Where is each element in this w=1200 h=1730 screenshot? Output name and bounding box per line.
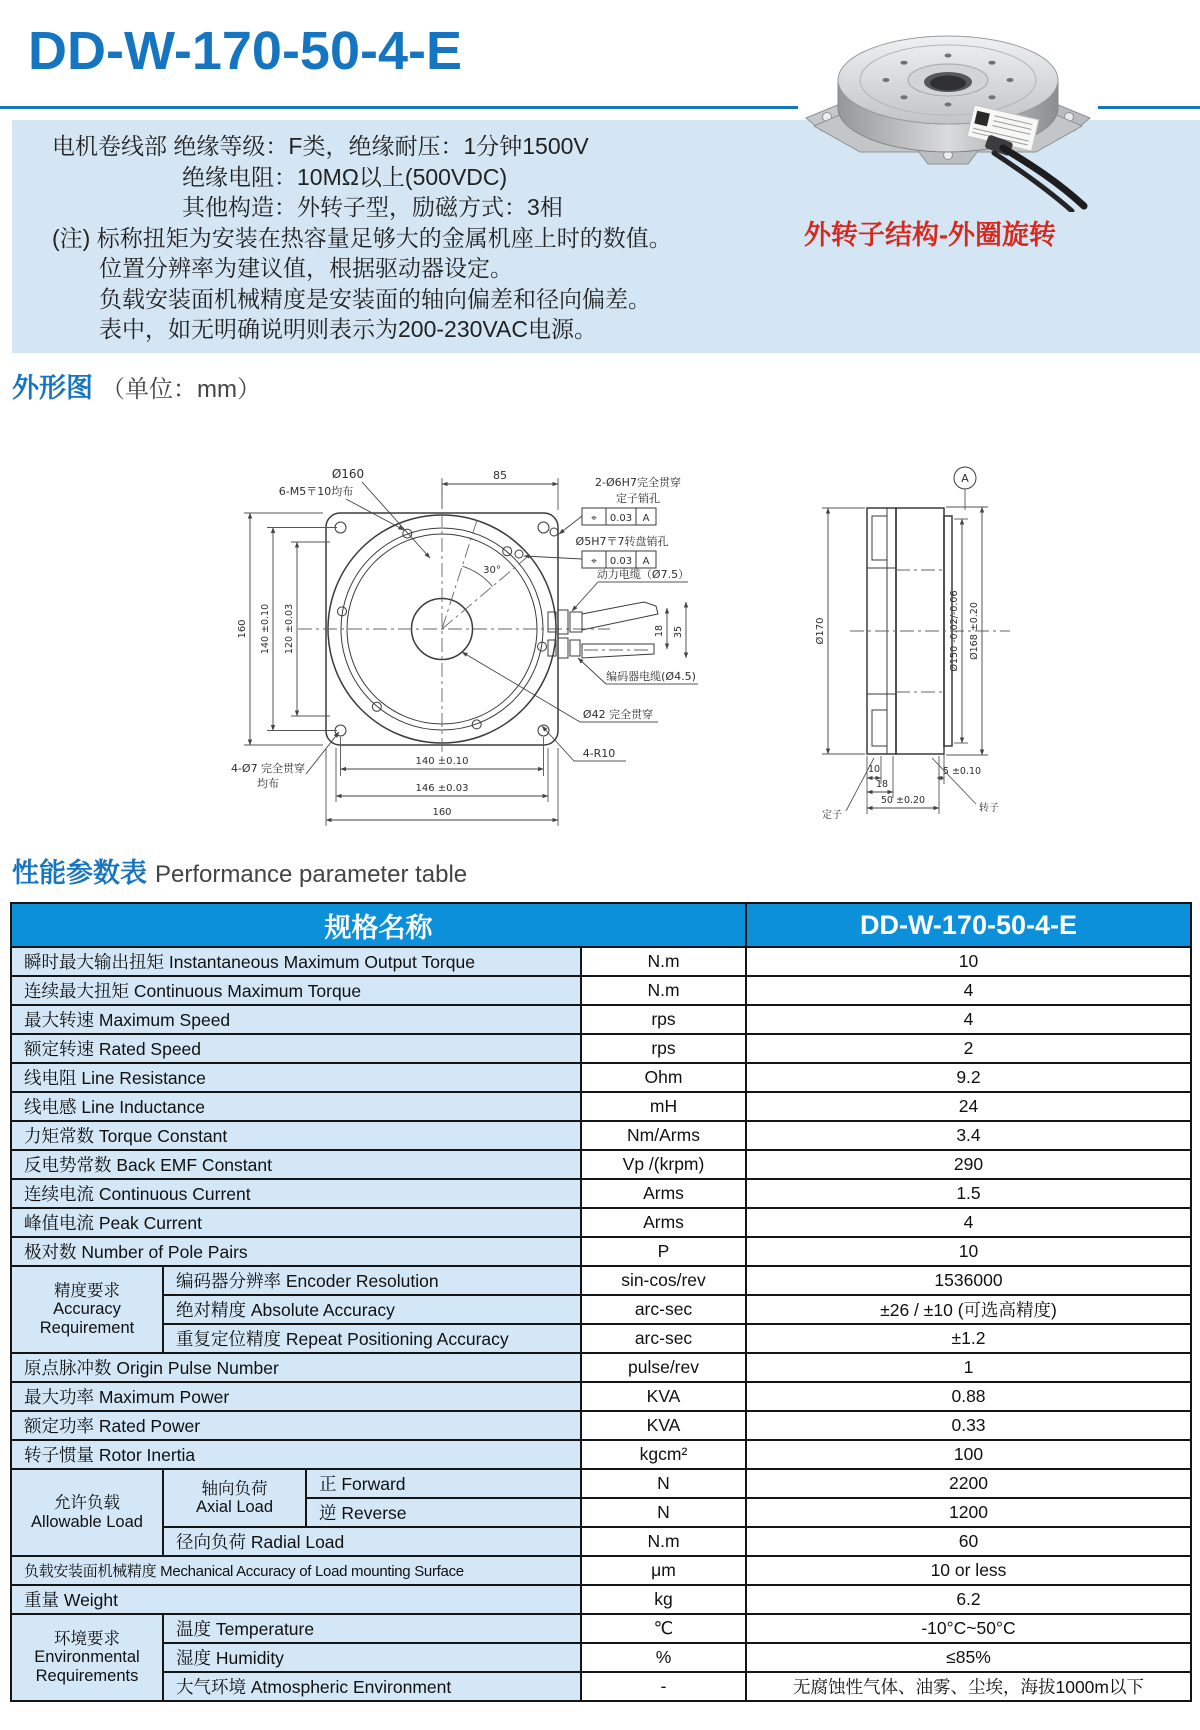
param-unit: mH xyxy=(581,1092,746,1121)
outline-section-heading xyxy=(12,366,261,405)
fcf-tolerance: 0.03 xyxy=(609,513,633,524)
dim-label-35: 35 xyxy=(673,625,684,639)
info-line: 电机卷线部 绝缘等级：F类，绝缘耐压：1分钟1500V xyxy=(52,133,589,159)
param-value: 60 xyxy=(746,1527,1191,1556)
outline-heading-zh: 外形图 xyxy=(12,373,93,403)
dim-label-160-left: 160 xyxy=(237,619,248,639)
param-value: 2200 xyxy=(746,1469,1191,1498)
param-unit: pulse/rev xyxy=(581,1353,746,1382)
param-value: 10 xyxy=(746,947,1191,976)
position-symbol-icon: ⌖ xyxy=(591,513,597,524)
param-value: ±1.2 xyxy=(746,1324,1191,1353)
param-label: 力矩常数 Torque Constant xyxy=(11,1121,581,1150)
param-value: 1.5 xyxy=(746,1179,1191,1208)
callout-stator-pin-2: 定子销孔 xyxy=(616,492,660,505)
param-unit: - xyxy=(581,1672,746,1701)
param-value: 3.4 xyxy=(746,1121,1191,1150)
dim-label-160-bottom: 160 xyxy=(432,807,452,818)
table-row xyxy=(11,1063,1191,1092)
param-unit: arc-sec xyxy=(581,1324,746,1353)
table-row xyxy=(11,1556,1191,1585)
param-value: 2 xyxy=(746,1034,1191,1063)
param-label: 逆 Reverse xyxy=(306,1498,581,1527)
param-value: 无腐蚀性气体、油雾、尘埃，海拔1000m以下 xyxy=(746,1672,1191,1701)
fcf-datum: A xyxy=(642,556,650,567)
info-line: 其他构造：外转子型，励磁方式：3相 xyxy=(182,194,563,220)
table-row xyxy=(11,1411,1191,1440)
table-row xyxy=(11,1440,1191,1469)
param-value: 10 xyxy=(746,1237,1191,1266)
param-label: 反电势常数 Back EMF Constant xyxy=(11,1150,581,1179)
param-unit: kg xyxy=(581,1585,746,1614)
param-label: 正 Forward xyxy=(306,1469,581,1498)
param-label: 线电阻 Line Resistance xyxy=(11,1063,581,1092)
dim-label-140: 140 ±0.10 xyxy=(415,756,469,767)
product-photo xyxy=(798,6,1098,212)
table-row xyxy=(11,1121,1191,1150)
param-value: 100 xyxy=(746,1440,1191,1469)
table-row xyxy=(11,1353,1191,1382)
param-value: 24 xyxy=(746,1092,1191,1121)
dim-label-angle: 30° xyxy=(483,565,501,576)
callout-dia42: Ø42 完全贯穿 xyxy=(582,708,654,721)
dim-label-18-side: 18 xyxy=(875,779,889,790)
param-unit: N xyxy=(581,1498,746,1527)
rotor-structure-label: 外转子结构-外圈旋转 xyxy=(804,220,1056,250)
param-unit: % xyxy=(581,1643,746,1672)
param-label: 线电感 Line Inductance xyxy=(11,1092,581,1121)
param-label: 编码器分辨率 Encoder Resolution xyxy=(163,1266,581,1295)
param-value: 4 xyxy=(746,1208,1191,1237)
dim-label-dia170: Ø170 xyxy=(815,617,826,645)
fcf-datum: A xyxy=(642,513,650,524)
callout-mount-holes-2: 均布 xyxy=(257,777,279,790)
callout-encoder-cable: 编码器电缆(Ø4.5) xyxy=(606,670,696,683)
param-unit: Ohm xyxy=(581,1063,746,1092)
callout-rotor-pin: Ø5H7〒7转盘销孔 xyxy=(575,535,669,548)
param-label: 连续电流 Continuous Current xyxy=(11,1179,581,1208)
param-value: 10 or less xyxy=(746,1556,1191,1585)
table-row xyxy=(11,1034,1191,1063)
param-label: 径向负荷 Radial Load xyxy=(163,1527,581,1556)
param-unit: Nm/Arms xyxy=(581,1121,746,1150)
performance-table xyxy=(10,902,1190,1702)
position-symbol-icon: ⌖ xyxy=(591,556,597,567)
callout-mount-holes-1: 4-Ø7 完全贯穿 xyxy=(230,762,306,775)
dim-label-50: 50 ±0.20 xyxy=(880,795,926,806)
datum-label: A xyxy=(961,472,969,485)
table-row xyxy=(11,1382,1191,1411)
param-label: 大气环境 Atmospheric Environment xyxy=(163,1672,581,1701)
param-label: 原点脉冲数 Origin Pulse Number xyxy=(11,1353,581,1382)
param-unit: kgcm² xyxy=(581,1440,746,1469)
param-group-axial-load: 轴向负荷 Axial Load xyxy=(163,1469,306,1527)
performance-heading-en: Performance parameter table xyxy=(155,861,468,888)
param-unit: N xyxy=(581,1469,746,1498)
param-value: ≤85% xyxy=(746,1643,1191,1672)
dim-label-18: 18 xyxy=(654,624,665,638)
param-label: 峰值电流 Peak Current xyxy=(11,1208,581,1237)
front-view xyxy=(231,467,698,826)
param-label: 湿度 Humidity xyxy=(163,1643,581,1672)
table-row xyxy=(11,947,1191,976)
param-label: 绝对精度 Absolute Accuracy xyxy=(163,1295,581,1324)
param-value: 290 xyxy=(746,1150,1191,1179)
param-value: -10°C~50°C xyxy=(746,1614,1191,1643)
param-group-accuracy: 精度要求 Accuracy Requirement xyxy=(11,1266,163,1353)
param-label: 额定转速 Rated Speed xyxy=(11,1034,581,1063)
param-value: 6.2 xyxy=(746,1585,1191,1614)
param-unit: KVA xyxy=(581,1411,746,1440)
param-value: 9.2 xyxy=(746,1063,1191,1092)
label-stator: 定子 xyxy=(822,810,842,821)
table-row xyxy=(11,1614,1191,1643)
param-label: 重量 Weight xyxy=(11,1585,581,1614)
param-unit: rps xyxy=(581,1005,746,1034)
callout-corner-radius: 4-R10 xyxy=(582,747,616,760)
param-value: 0.88 xyxy=(746,1382,1191,1411)
table-row xyxy=(11,1672,1191,1701)
outline-heading-unit: （单位：mm） xyxy=(101,376,261,403)
param-unit: KVA xyxy=(581,1382,746,1411)
cable-connectors xyxy=(548,602,658,658)
info-line: 负载安装面机械精度是安装面的轴向偏差和径向偏差。 xyxy=(99,285,651,312)
param-label: 最大功率 Maximum Power xyxy=(11,1382,581,1411)
dim-label-m5-holes: 6-M5〒10均布 xyxy=(278,485,354,498)
param-unit: N.m xyxy=(581,1527,746,1556)
dim-label-10: 10 xyxy=(867,764,881,775)
param-unit: rps xyxy=(581,1034,746,1063)
table-row xyxy=(11,1266,1191,1295)
info-line: 表中，如无明确说明则表示为200-230VAC电源。 xyxy=(99,316,597,342)
dim-label-140-left: 140 ±0.10 xyxy=(260,603,271,655)
info-line: (注) 标称扭矩为安装在热容量足够大的金属机座上时的数值。 xyxy=(52,224,672,251)
param-group-environment: 环境要求 Environmental Requirements xyxy=(11,1614,163,1701)
table-row xyxy=(11,1005,1191,1034)
param-unit: Arms xyxy=(581,1179,746,1208)
param-label: 极对数 Number of Pole Pairs xyxy=(11,1237,581,1266)
table-row xyxy=(11,1150,1191,1179)
param-unit: sin-cos/rev xyxy=(581,1266,746,1295)
dim-label-dia160: Ø160 xyxy=(331,467,365,481)
dim-label-5: 5 ±0.10 xyxy=(942,766,982,777)
table-row xyxy=(11,1585,1191,1614)
table-row xyxy=(11,1295,1191,1324)
param-label: 最大转速 Maximum Speed xyxy=(11,1005,581,1034)
feature-control-frame xyxy=(582,551,656,568)
param-unit: P xyxy=(581,1237,746,1266)
fcf-tolerance: 0.03 xyxy=(609,556,633,567)
param-group-allowable-load: 允许负载 Allowable Load xyxy=(11,1469,163,1556)
param-label: 转子惯量 Rotor Inertia xyxy=(11,1440,581,1469)
table-row xyxy=(11,1324,1191,1353)
param-value: 1200 xyxy=(746,1498,1191,1527)
label-rotor: 转子 xyxy=(979,803,999,814)
callout-power-cable: 动力电缆（Ø7.5） xyxy=(596,568,690,581)
table-row xyxy=(11,1643,1191,1672)
param-value: 0.33 xyxy=(746,1411,1191,1440)
param-label: 负载安装面机械精度 Mechanical Accuracy of Load mounting Surface xyxy=(11,1556,581,1585)
dim-label-dia150: Ø150 -0.02/-0.06 xyxy=(949,590,960,672)
table-row xyxy=(11,1179,1191,1208)
param-label: 重复定位精度 Repeat Positioning Accuracy xyxy=(163,1324,581,1353)
param-label: 瞬时最大输出扭矩 Instantaneous Maximum Output Torque xyxy=(11,947,581,976)
dim-label-85: 85 xyxy=(493,469,507,482)
param-value: 4 xyxy=(746,976,1191,1005)
table-row xyxy=(11,1237,1191,1266)
feature-control-frame xyxy=(582,508,656,525)
table-row xyxy=(11,1092,1191,1121)
param-unit: Arms xyxy=(581,1208,746,1237)
info-line: 绝缘电阻：10MΩ以上(500VDC) xyxy=(182,163,508,190)
table-row xyxy=(11,1469,1191,1498)
param-value: 1536000 xyxy=(746,1266,1191,1295)
table-row xyxy=(11,976,1191,1005)
dim-label-dia168: Ø168 ±0.20 xyxy=(969,602,980,660)
param-label: 温度 Temperature xyxy=(163,1614,581,1643)
performance-section-heading xyxy=(12,851,467,890)
table-row xyxy=(11,1208,1191,1237)
param-unit: N.m xyxy=(581,947,746,976)
performance-heading-zh: 性能参数表 xyxy=(12,858,147,888)
param-unit: μm xyxy=(581,1556,746,1585)
param-value: ±26 / ±10 (可选高精度) xyxy=(746,1295,1191,1324)
param-unit: N.m xyxy=(581,976,746,1005)
param-value: 4 xyxy=(746,1005,1191,1034)
param-value: 1 xyxy=(746,1353,1191,1382)
header-spec-name: 规格名称 xyxy=(11,903,746,947)
param-unit: arc-sec xyxy=(581,1295,746,1324)
header-model: DD-W-170-50-4-E xyxy=(746,903,1191,947)
dim-label-120-left: 120 ±0.03 xyxy=(284,603,295,655)
info-line: 位置分辨率为建议值，根据驱动器设定。 xyxy=(99,255,513,281)
table-header-row xyxy=(11,903,1191,947)
table-row xyxy=(11,1527,1191,1556)
param-unit: ℃ xyxy=(581,1614,746,1643)
param-label: 连续最大扭矩 Continuous Maximum Torque xyxy=(11,976,581,1005)
param-label: 额定功率 Rated Power xyxy=(11,1411,581,1440)
dim-label-146: 146 ±0.03 xyxy=(415,783,469,794)
param-unit: Vp /(krpm) xyxy=(581,1150,746,1179)
side-view xyxy=(814,467,1010,821)
callout-stator-pin-1: 2-Ø6H7完全贯穿 xyxy=(595,476,681,489)
outline-drawing xyxy=(10,418,1190,830)
page-title: DD-W-170-50-4-E xyxy=(28,21,463,81)
